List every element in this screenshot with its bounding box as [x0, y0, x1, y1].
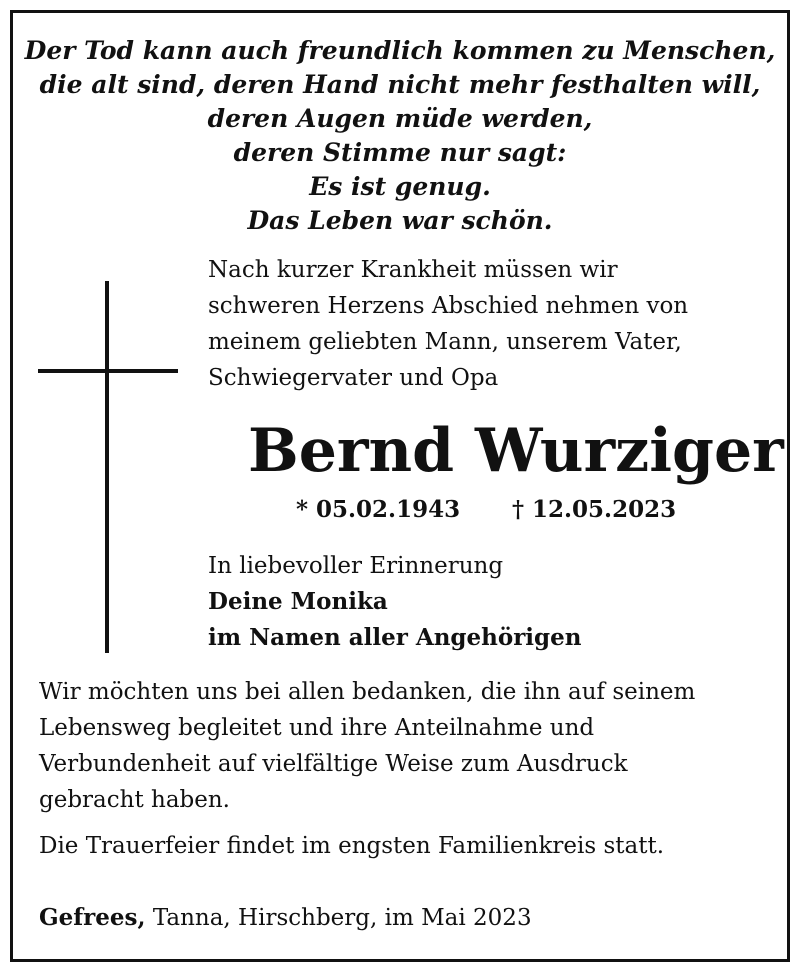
announcement-line: Nach kurzer Krankheit müssen wir	[208, 257, 618, 283]
cross-horizontal-bar	[38, 369, 178, 373]
service-notice: Die Trauerfeier findet im engsten Familienkreis statt.	[39, 833, 665, 859]
announcement-line: schweren Herzens Abschied nehmen von	[208, 293, 689, 319]
thanks-line: Verbundenheit auf vielfältige Weise zum Ausdruck	[39, 751, 628, 777]
quote-line: Der Tod kann auch freundlich kommen zu Menschen,	[24, 36, 776, 65]
place-main: Gefrees,	[39, 904, 146, 931]
signer-name: Deine Monika	[208, 588, 388, 615]
announcement-line: Schwiegervater und Opa	[208, 365, 499, 391]
quote-line: Es ist genug.	[309, 172, 491, 201]
place-date-line	[39, 900, 532, 936]
memory-line: In liebevoller Erinnerung	[208, 553, 504, 579]
quote-line: Das Leben war schön.	[247, 206, 553, 235]
cross-vertical-bar	[105, 281, 109, 653]
place-rest: Tanna, Hirschberg, im Mai 2023	[145, 905, 532, 931]
quote-line: die alt sind, deren Hand nicht mehr festhalten will,	[39, 70, 761, 99]
quote-line: deren Augen müde werden,	[207, 104, 593, 133]
deceased-name: Bernd Wurziger	[248, 416, 784, 486]
thanks-line: gebracht haben.	[39, 787, 230, 813]
quote-line: deren Stimme nur sagt:	[233, 138, 567, 167]
announcement-line: meinem geliebten Mann, unserem Vater,	[208, 329, 682, 355]
memory-block	[208, 548, 581, 656]
announcement-text	[208, 252, 688, 396]
thanks-line: Wir möchten uns bei allen bedanken, die ihn auf seinem	[39, 679, 696, 705]
thanks-line: Lebensweg begleitet und ihre Anteilnahme und	[39, 715, 595, 741]
family-signature: im Namen aller Angehörigen	[208, 624, 582, 651]
memorial-quote	[0, 34, 800, 238]
death-date: † 12.05.2023	[512, 496, 677, 523]
thanks-text	[39, 674, 695, 818]
birth-date: * 05.02.1943	[296, 496, 461, 523]
